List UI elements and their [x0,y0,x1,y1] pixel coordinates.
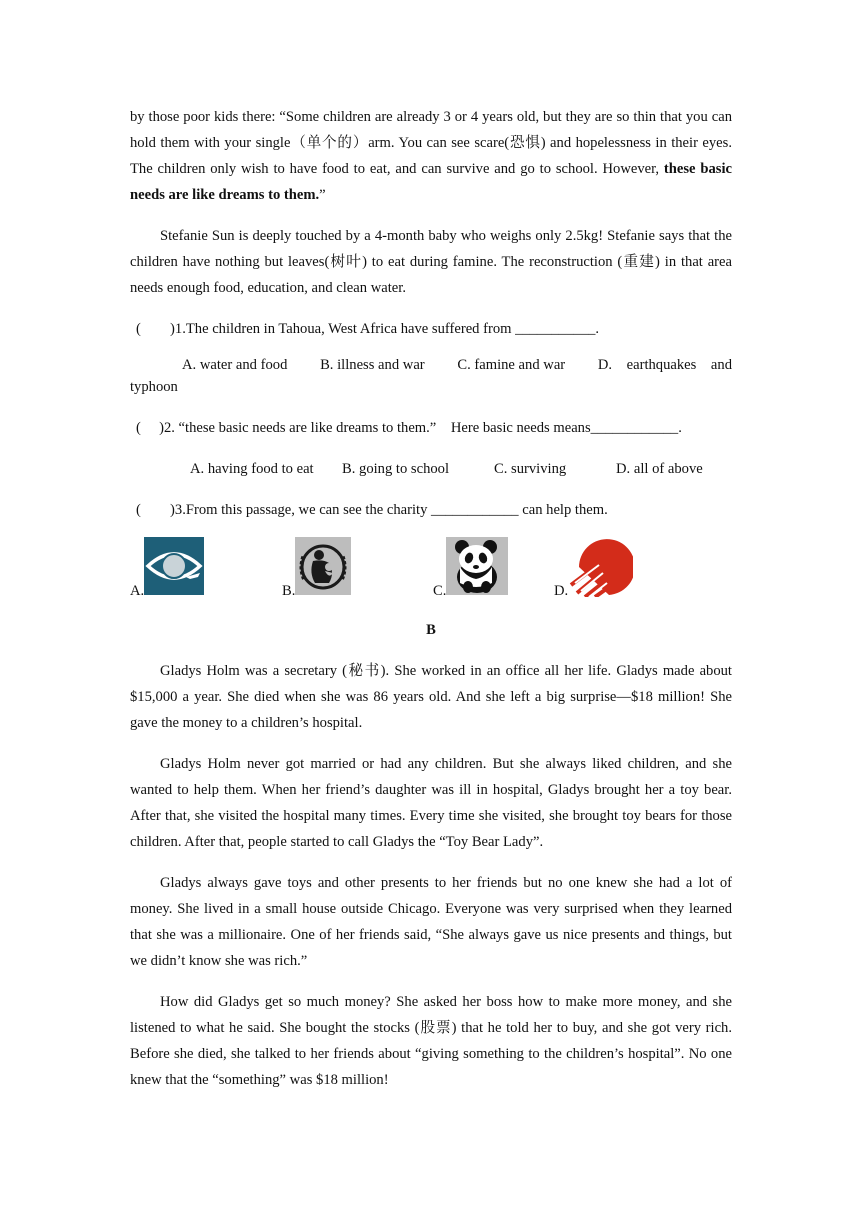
q3-option-d [554,537,644,599]
question-2-options [130,456,732,482]
q1-option-a: A. water and food [182,357,288,373]
q2-option-a: A. having food to eat [190,461,314,477]
eye-logo-icon [144,537,204,595]
q3-option-c [433,537,513,599]
question-1-options [130,357,732,400]
q3-option-a-letter: A. [130,583,145,599]
q3-option-a [130,537,210,599]
section-b-heading: B [426,622,436,638]
question-3-logo-options [130,537,732,599]
p1-line-3: eyes. The children only wish to have food to eat, and can survive and go to school. However, [130,135,732,177]
section-b-paragraph-3: Gladys always gave toys and other presents to her friends but no one knew she had a lot of money. She lived in a small house outside Chicago. Everyone was very surprised when they learned that she was a millionaire. One of her friends said, “She always gave us nice presents and things, but we didn’t know she was rich.” [130,875,732,969]
p1-closing-quote: ” [319,187,326,203]
question-3-stem: ( )3.From this passage, we can see the charity ____________ can help them. [136,502,608,518]
q1-option-b: B. illness and war [320,357,425,373]
q2-option-d: D. all of above [616,461,703,477]
q2-option-c: C. surviving [494,461,567,477]
q3-option-d-letter: D. [554,583,569,599]
q3-option-b [282,537,362,599]
document-page [130,104,732,1093]
question-2-stem: ( )2. “these basic needs are like dreams to them.” Here basic needs means____________. [136,420,682,436]
p1-line-1: by those poor kids there: “Some children are already 3 or 4 years old, but they are so thin that you [130,109,708,125]
section-b-paragraph-4: How did Gladys get so much money? She asked her boss how to make more money, and she listened to what he said. She bought the stocks (股票) that he told her to buy, and she got very rich. Before she died, she talked to her friends about “giving something to the children’s hospital”. No one knew that the “something” was $18 million! [130,994,732,1088]
q3-option-c-letter: C. [433,583,447,599]
q3-option-b-letter: B. [282,583,296,599]
passage-a-paragraph-2: Stefanie Sun is deeply touched by a 4-month baby who weighs only 2.5kg! Stefanie says that the children have nothing but leaves(树叶) to eat during famine. The reconstruction (重建) in that area needs enough food, education, and clean water. [130,228,732,296]
p1-line-2: can hold them with your single（单个的）arm. You can see scare(恐惧) and hopelessness in their [130,109,732,151]
q1-option-d-wrap: typhoon [130,379,178,395]
q1-option-d: D. earthquakes and [597,357,732,373]
p1-bold-sentence: these basic needs are like dreams to them. [130,161,732,203]
passage-a-paragraph-1 [130,104,732,208]
section-b-paragraph-2: Gladys Holm never got married or had any children. But she always liked children, and she wanted to help them. When her friend’s daughter was ill in hospital, Gladys brought her a toy bear. After that, she visited the hospital many times. Every time she visited, she brought toy bears for those children. After that, people started to call Gladys the “Toy Bear Lady”. [130,756,732,850]
section-b-paragraph-1: Gladys Holm was a secretary (秘书). She worked in an office all her life. Gladys made about $15,000 a year. She died when she was 86 years old. And she left a big surprise—$18 million! She gave the money to a children’s hospital. [130,663,732,731]
q2-option-b: B. going to school [342,461,450,477]
panda-logo-icon [446,537,508,595]
mother-child-wreath-logo-icon [295,537,351,595]
question-1-stem: ( )1.The children in Tahoua, West Africa have suffered from ___________. [136,321,600,337]
red-sun-logo-icon [569,537,633,597]
q1-option-c: C. famine and war [457,357,566,373]
